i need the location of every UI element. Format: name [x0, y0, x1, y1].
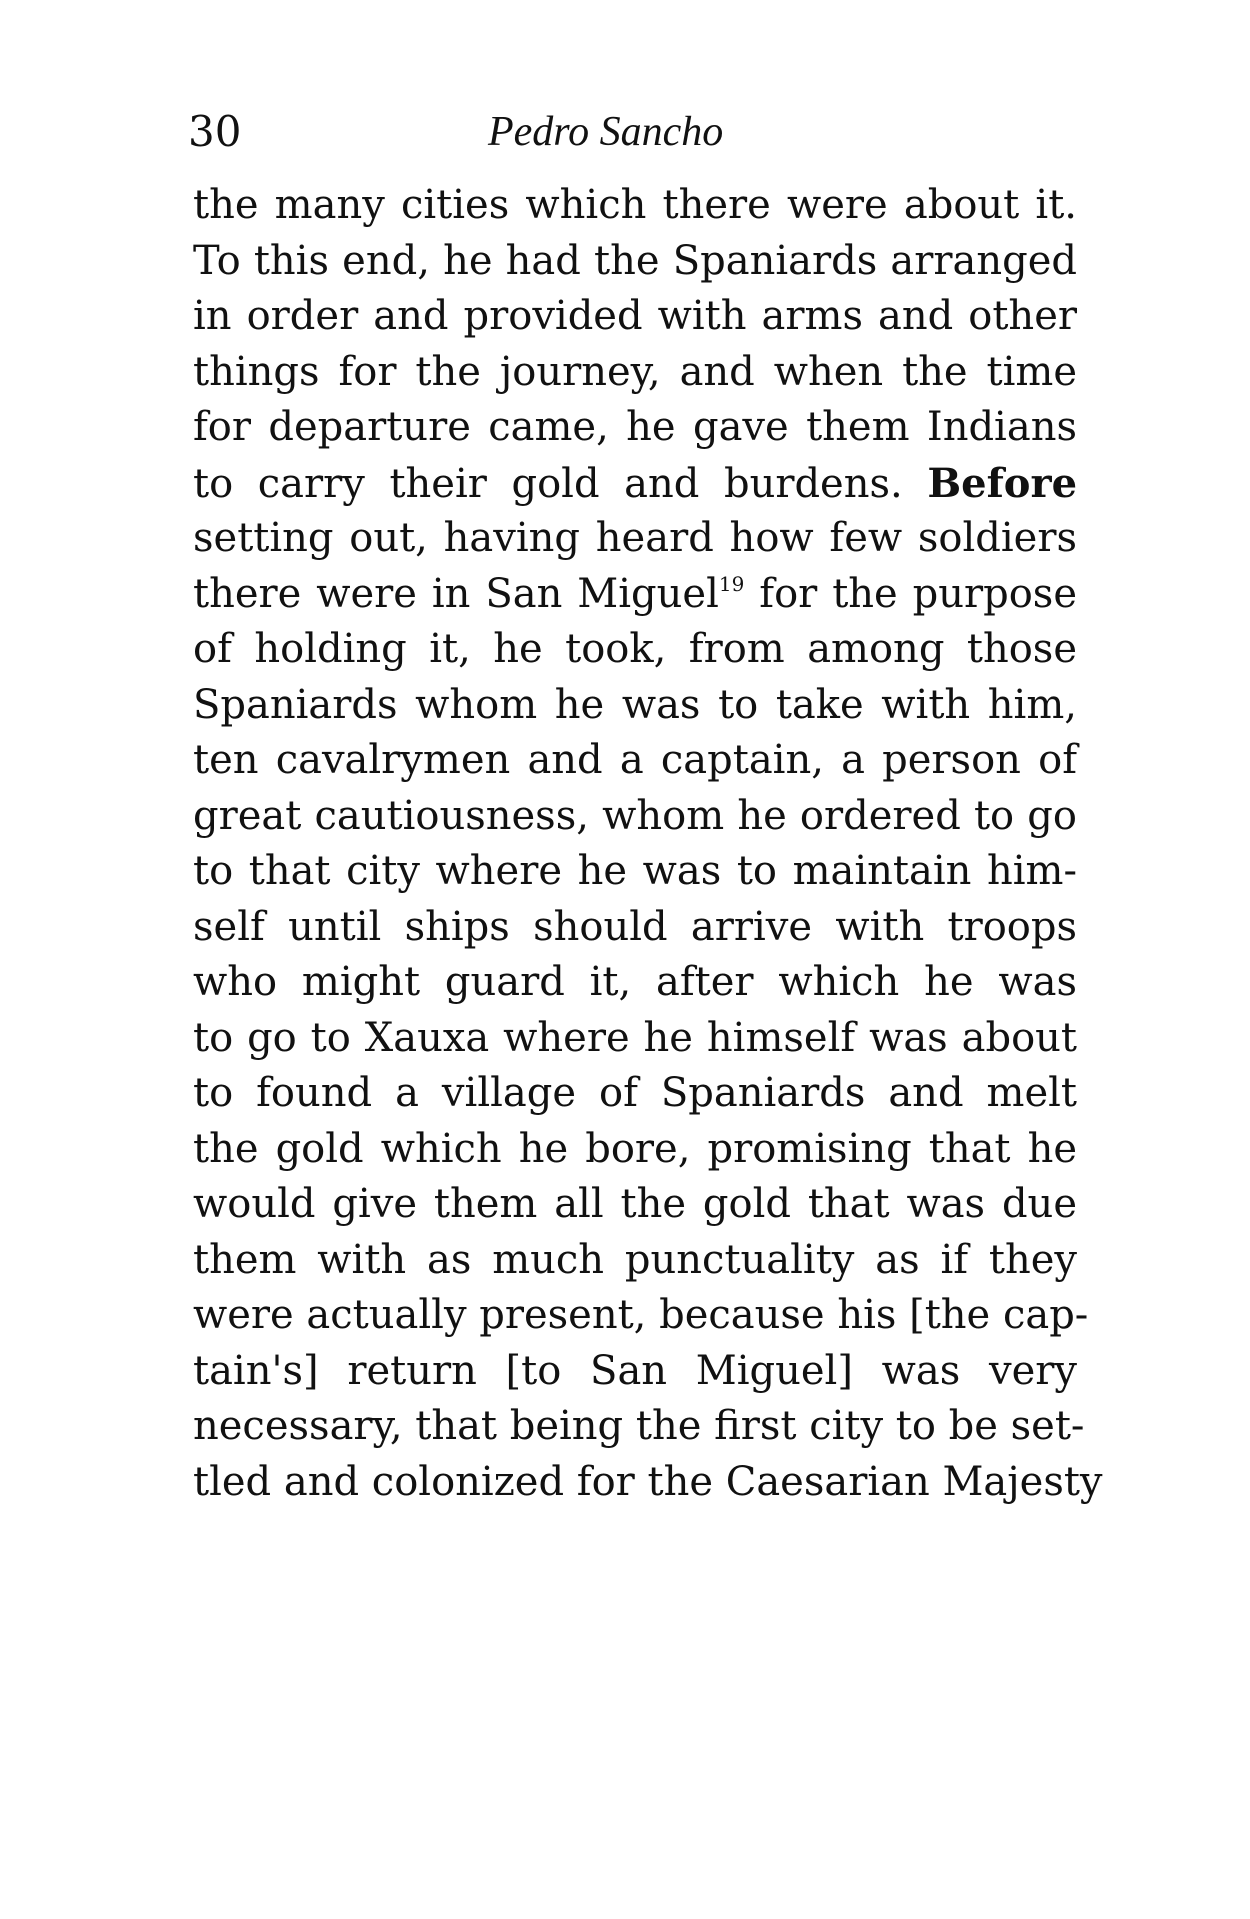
- text-line: for departure came, he gave them Indians: [193, 404, 1077, 450]
- text-line: them with as much punctuality as if they: [193, 1236, 1077, 1283]
- text-line: things for the journey, and when the time: [193, 348, 1077, 395]
- text-line: who might guard it, after which he was: [193, 959, 1077, 1005]
- text-line: to go to Xauxa where he himself was about: [193, 1014, 1077, 1061]
- text-segment: to carry their gold and burdens.: [193, 460, 903, 507]
- text-line: tain's] return [to San Miguel] was very: [193, 1347, 1077, 1394]
- text-line: self until ships should arrive with troops: [193, 903, 1077, 950]
- text-line: the many cities which there were about it.: [193, 182, 1077, 228]
- text-line: [193, 456, 1077, 512]
- text-segment: for the purpose: [759, 570, 1078, 617]
- text-line: to that city where he was to maintain him-: [193, 848, 1077, 894]
- text-line: ten cavalrymen and a captain, a person of: [193, 737, 1077, 783]
- text-line: To this end, he had the Spaniards arranged: [193, 237, 1077, 284]
- body-text: [193, 178, 1103, 1510]
- text-line: necessary, that being the first city to be set-: [193, 1403, 1085, 1449]
- running-head: Pedro Sancho: [488, 109, 724, 155]
- text-line: would give them all the gold that was due: [193, 1181, 1077, 1227]
- text-line: [193, 567, 1077, 623]
- page-number: 30: [188, 107, 242, 156]
- text-line: great cautiousness, whom he ordered to go: [193, 792, 1077, 839]
- text-line: tled and colonized for the Caesarian Majesty: [193, 1458, 1103, 1505]
- text-line: setting out, having heard how few soldiers: [193, 515, 1077, 561]
- text-line: were actually present, because his [the cap-: [193, 1292, 1089, 1338]
- text-line: of holding it, he took, from among those: [193, 626, 1077, 672]
- text-line: the gold which he bore, promising that he: [193, 1125, 1077, 1172]
- text-segment: there were in San Miguel: [193, 570, 719, 617]
- bold-word: Before: [927, 459, 1078, 507]
- text-line: Spaniards whom he was to take with him,: [193, 681, 1077, 728]
- text-line: in order and provided with arms and other: [193, 293, 1077, 339]
- footnote-reference: 19: [718, 571, 745, 596]
- text-line: to found a village of Spaniards and melt: [193, 1070, 1077, 1116]
